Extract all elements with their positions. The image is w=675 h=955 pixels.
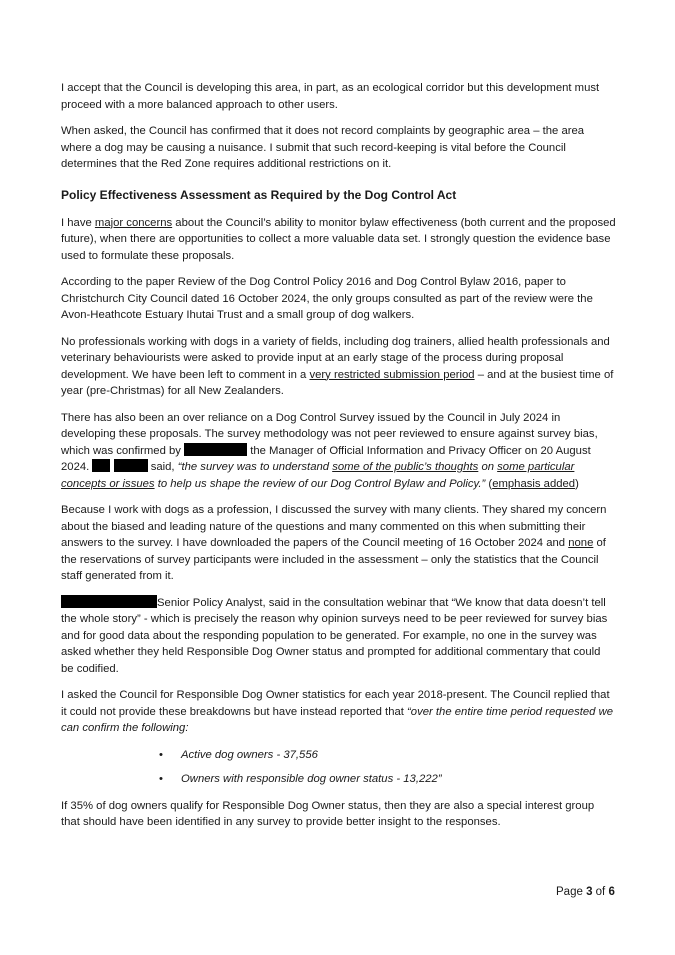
- text-segment: There has also been an over reliance on a Dog Control Survey issued by the Council in July 2024 in developing these proposals. The survey methodology was not peer reviewed to ensure against survey bias, which was confirmed by: [61, 411, 598, 457]
- paragraph-work-with-dogs: [61, 502, 616, 585]
- section-heading: Policy Effectiveness Assessment as Required by the Dog Control Act: [61, 187, 457, 202]
- list-item: [159, 771, 616, 788]
- paragraph-no-professionals: [61, 334, 616, 400]
- list-item: [159, 747, 616, 764]
- text-segment: about the Council’s ability to monitor bylaw effectiveness (both current and the proposed future), when there are opportunities to collect a more valuable data set. I strongly question the evidence base used to formulate these proposals.: [61, 216, 616, 262]
- page-label: Page: [556, 886, 587, 898]
- council-quote: “over the entire time period requested we can confirm the following:: [61, 705, 614, 734]
- text-segment: Because I work with dogs as a profession, I discussed the survey with many clients. They shared my concern about the biased and leading nature of the questions and many commented on this when submitting their answers to the survey. I have downloaded the papers of the Council meeting of 16 October 2024 and: [61, 504, 607, 549]
- list-item-text: Active dog owners - 37,556: [181, 748, 318, 761]
- underlined-text: some particular concepts or issues: [61, 461, 575, 490]
- text-segment: I asked the Council for Responsible Dog Owner statistics for each year 2018-present. The Council replied that it could not provide these breakdowns but have instead reported that: [61, 689, 610, 718]
- redaction-box: [92, 459, 110, 472]
- quote-segment: on: [478, 461, 498, 473]
- redaction-box: [61, 595, 157, 608]
- list-item-text: Owners with responsible dog owner status - 13,222”: [181, 773, 442, 785]
- page-of-label: of: [592, 886, 609, 898]
- underlined-text: none: [568, 537, 594, 549]
- paragraph-special-interest: If 35% of dog owners qualify for Responsible Dog Owner status, then they are also a special interest group that should have been identified in any survey to provide better insight to the responses.: [61, 799, 595, 828]
- paragraph-survey-reliance: [61, 410, 616, 493]
- current-page: 3: [586, 886, 593, 898]
- text-segment: (: [485, 477, 493, 490]
- redaction-box: [184, 443, 247, 456]
- paragraph-review-paper: According to the paper Review of the Dog Control Policy 2016 and Dog Control Bylaw 2016, paper to Christchurch City Council dated 16 October 2024, the only groups consulted as part of the review were the Avon-Heathcote Estuary Ihutai Trust and a small group of dog walkers.: [61, 276, 593, 321]
- paragraph-complaints-record: When asked, the Council has confirmed that it does not record complaints by geographic area – the area where a dog may be causing a nuisance. I submit that such record-keeping is vital before the Council determines that the Red Zone requires additional restrictions on it.: [61, 125, 585, 170]
- text-segment: No professionals working with dogs in a variety of fields, including dog trainers, allied health professionals and veterinary behaviourists were asked to provide input at an early stage of the process during proposal development. We have been left to comment in a: [61, 335, 610, 381]
- text-segment: said,: [147, 461, 178, 473]
- paragraph-ecological-corridor: I accept that the Council is developing this area, in part, as an ecological corridor but this development must proceed with a more balanced approach to other users.: [61, 82, 600, 111]
- text-segment: Senior Policy Analyst, said in the consultation webinar that “We know that data doesn’t tell the whole story” - which is precisely the reason why opinion surveys need to be peer reviewed for survey bias and for good data about the responding population to be generated. For example, no one in the survey was asked whether they held Responsible Dog Owner status and prompted for additional commentary that could be codified.: [61, 596, 608, 675]
- paragraph-major-concerns: [61, 215, 616, 265]
- paragraph-rdo-statistics: [61, 687, 616, 737]
- quote-segment: to help us shape the review of our Dog Control Bylaw and Policy.”: [154, 477, 486, 490]
- redaction-box: [114, 459, 148, 472]
- text-segment: – and at the busiest time of year (pre-Christmas) for all New Zealanders.: [61, 368, 614, 397]
- underlined-text: some of the public’s thoughts: [332, 461, 479, 473]
- bullet-icon: •: [159, 773, 163, 785]
- quote-segment: “the survey was to understand: [177, 461, 333, 473]
- page-content: [61, 80, 616, 841]
- total-pages: 6: [608, 886, 615, 898]
- underlined-text: major concerns: [94, 216, 173, 229]
- text-segment: I have: [61, 216, 95, 229]
- bullet-icon: •: [159, 748, 163, 761]
- underlined-text: emphasis added: [492, 477, 576, 490]
- paragraph-senior-analyst: [61, 595, 616, 678]
- underlined-text: very restricted submission period: [309, 368, 475, 381]
- text-segment: ): [575, 477, 579, 490]
- statistics-list: [61, 747, 616, 788]
- text-segment: of the reservations of survey participants were included in the assessment – only the statistics that the Council staff generated from it.: [61, 537, 606, 582]
- text-segment: the Manager of Official Information and Privacy Officer on 20 August 2024.: [61, 444, 591, 473]
- page-number: [556, 884, 615, 901]
